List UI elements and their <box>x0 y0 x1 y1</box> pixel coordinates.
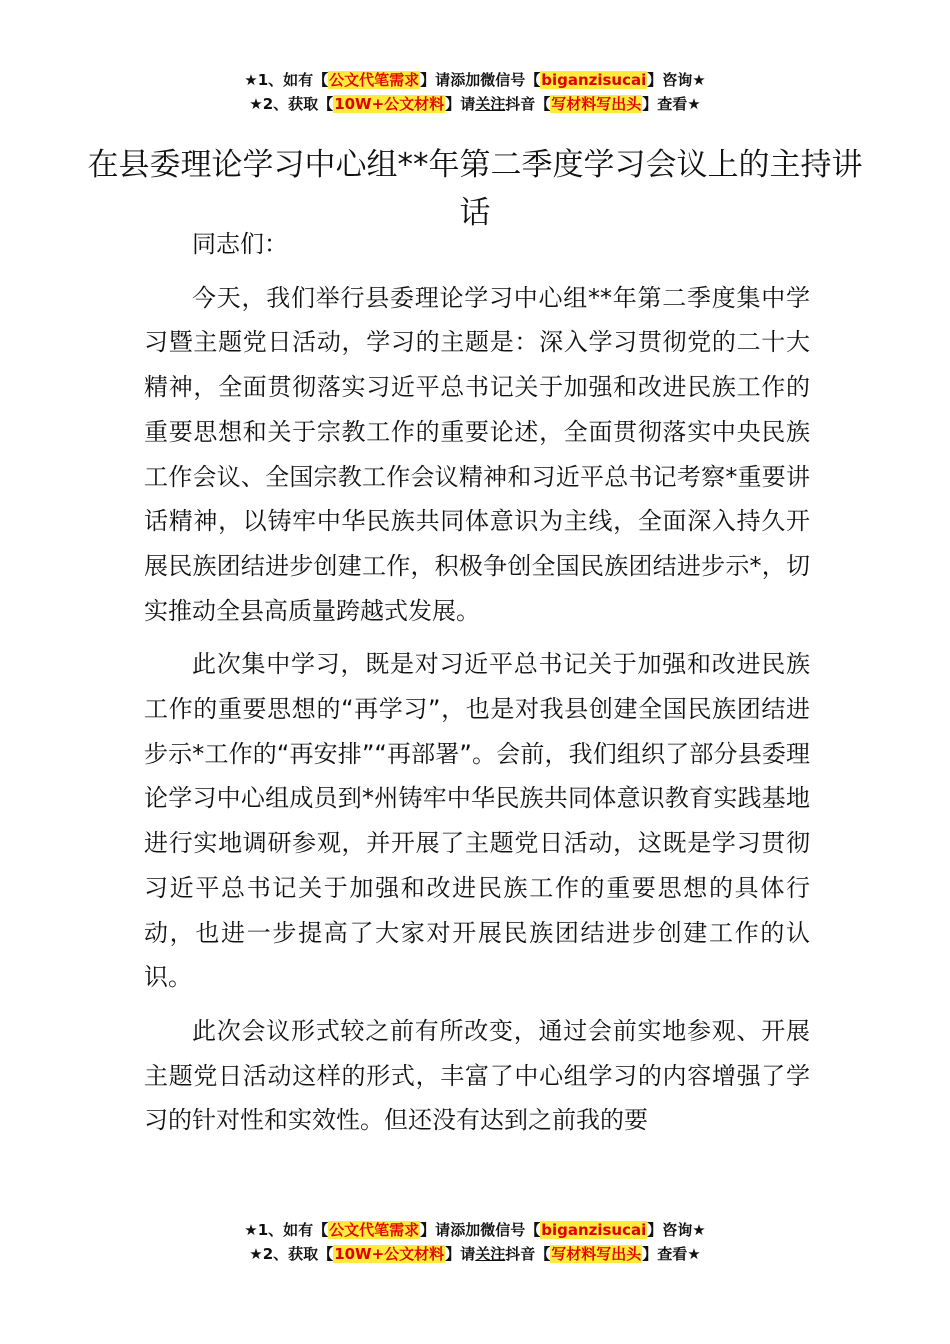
promo-line-1: ★1、如有【公文代笔需求】请添加微信号【biganzisucai】咨询★ <box>244 71 706 89</box>
document-body <box>144 222 810 1152</box>
promo-highlight-douyin-account: 写材料写出头 <box>551 95 642 113</box>
paragraph-2: 此次集中学习，既是对习近平总书记关于加强和改进民族工作的重要思想的“再学习”，也是对我县创建全国民族团结进步示*工作的“再安排”“再部署”。会前，我们组织了部分县委理论学习中心组成员到*州铸牢中华民族共同体意识教育实践基地进行实地调研参观，并开展了主题党日活动，这既是学习贯彻习近平总书记关于加强和改进民族工作的重要思想的具体行动，也进一步提高了大家对开展民族团结进步创建工作的认识。 <box>144 650 810 992</box>
promo-line-2: ★2、获取【10W+公文材料】请关注抖音【写材料写出头】查看★ <box>249 1245 701 1263</box>
promo-highlight-service: 公文代笔需求 <box>329 71 420 89</box>
promo-highlight-wechat-id: biganzisucai <box>541 1221 647 1239</box>
promo-highlight-service: 公文代笔需求 <box>329 1221 420 1239</box>
document-title: 在县委理论学习中心组**年第二季度学习会议上的主持讲话 <box>87 146 863 231</box>
promo-line-1: ★1、如有【公文代笔需求】请添加微信号【biganzisucai】咨询★ <box>244 1221 706 1239</box>
promo-line-2: ★2、获取【10W+公文材料】请关注抖音【写材料写出头】查看★ <box>249 95 701 113</box>
promo-highlight-materials: 10W+公文材料 <box>334 95 445 113</box>
footer-promo-banner <box>0 1218 950 1266</box>
greeting: 同志们： <box>192 230 288 258</box>
paragraph-1: 今天，我们举行县委理论学习中心组**年第二季度集中学习暨主题党日活动，学习的主题是：深入学习贯彻党的二十大精神，全面贯彻落实习近平总书记关于加强和改进民族工作的重要思想和关于宗教工作的重要论述，全面贯彻落实中央民族工作会议、全国宗教工作会议精神和习近平总书记考察*重要讲话精神，以铸牢中华民族共同体意识为主线，全面深入持久开展民族团结进步创建工作，积极争创全国民族团结进步示*，切实推动全县高质量跨越式发展。 <box>144 283 810 625</box>
header-promo-banner <box>0 68 950 116</box>
promo-highlight-materials: 10W+公文材料 <box>334 1245 445 1263</box>
promo-highlight-wechat-id: biganzisucai <box>541 71 647 89</box>
promo-highlight-douyin-account: 写材料写出头 <box>551 1245 642 1263</box>
paragraph-3: 此次会议形式较之前有所改变，通过会前实地参观、开展主题党日活动这样的形式，丰富了中心组学习的内容增强了学习的针对性和实效性。但还没有达到之前我的要 <box>144 1016 810 1135</box>
